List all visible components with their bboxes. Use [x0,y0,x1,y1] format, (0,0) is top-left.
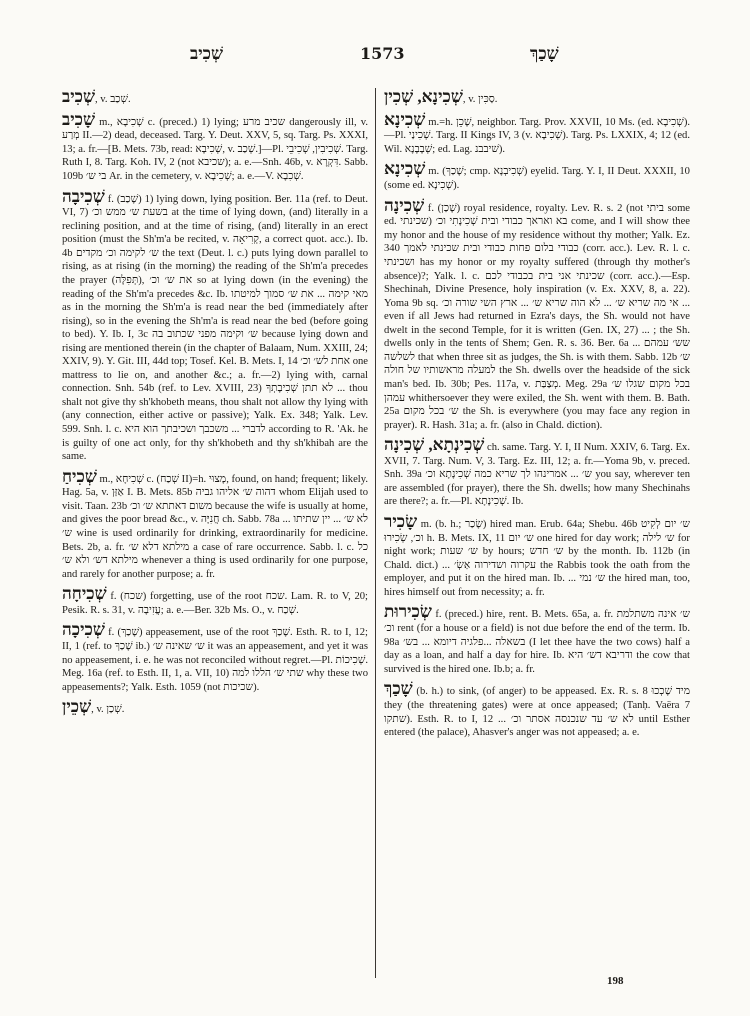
left-column [62,88,368,988]
entry-lemma: שְׁכֵין [62,697,92,717]
entry-text: m. (b. h.; שָׂכַר) hired man. Erub. 64a; Shebu. 46b ש׳ יום לְקִיט וכ׳, שְׂכִירוּ h. B. Mets. IX, 11 ש׳ יום one hired for day work; ש׳ לילה for night work; ש׳ שעות by hours; ש׳ חדש by the month. Ib. 112b (in Chald. dict.) ... עקרוה ושדירוה אַשְׂ׳ the Rabbis took the oath from the employer, and put it on the hired man. Ib. ... ש׳ נמי the hired man, too, hires himself out from necessity; a. fr. [384,519,691,598]
entry-text: v. שְׁכַב. [100,94,131,105]
entry-text: m., שְׁכִיבָא c. (preced.) 1) lying; שכיב מרע dangerously ill, v. מְרַע II.—2) dead, deceased. Targ. Y. Deut. XXV, 5, sq. Targ. Ps. XXXI, 13; a. fr.—[B. Mets. 73b, read: שְׁכִיבָא, v. שְׁכַב.]—Pl. שְׁכִיבִין, שְׁכִיבֵי. Targ. Ruth I, 8. Targ. Koh. IV, 2 (not שכיבא); a. e.—Snh. 46b, v. דִּקְרָא. Sabb. 109b בי ש׳ Ar. in the cemetery, v. שְׁכִיבָא; a. e.—V. שְׁכִבָא. [62,116,369,183]
running-header [60,44,690,74]
right-column [384,88,690,988]
entry-lemma: שָׂכִיר [384,512,418,532]
dictionary-entry [384,603,690,676]
entry-text: m., שְׁכִיחָא c. (שְׁכַח II)=h. מָצוּי, found, on hand; frequent; likely. Hag. 5a, v. אַזַּן I. B. Mets. 85b דהוה ש׳ אליהו גביה whom Elijah used to visit. Taan. 23b משום דאתתא ש׳ וכ׳ because the wife is usually at home, and gives the poor bread &c., v. חֲנִיָּה ch. Sabb. 78a ... לא ש׳ ... יין שתיתו ש׳ wine is used ordinarily for drinking, extraordinarily for medicine. Bets. 2b, a. fr. מילתא דלא ש׳ a case of rare occurrence. Sabb. l. c. כל מילתא דש׳ ולא ש׳ whenever a thing is used ordinarily for one purpose, and rarely for another purpose; a. fr. [62,473,369,580]
entry-lemma: שְׁכִיב [62,87,95,106]
entry-text: f. (preced.) hire, rent. B. Mets. 65a, a. fr. ש׳ אינה משתלמת וכ׳ rent (for a house or a field) is not due before the end of the term. Ib. 98a בשאלה ...פלגיה דיומא ... בש׳ (I let thee have the two cows) half a day as a loan, and half a day for hire. Ib. ודריבא דש׳ היא the cow that survived is the hired one. Ib.b; a. fr. [384,609,690,675]
dictionary-entry: שְׁכֵין, v. שְׁכַן. [62,697,125,717]
entry-lemma: שְׁכִיחַ [62,466,97,486]
page-number: 1573 [360,44,405,63]
dictionary-entry: שְׁכִינָא, שְׁכִין, v. סַכִּין. [384,87,498,106]
dictionary-entry [384,160,690,192]
dictionary-entry: שְׁכִיב, v. שְׁכַב. [62,87,131,106]
entry-lemma: שְׁכִינְתָא, שְׁכִינָה [384,435,485,455]
dictionary-entry [62,585,368,617]
entry-lemma: שְׁכִיכָה [62,620,105,640]
entry-text: f. (שכח) forgetting, use of the root שכח. Lam. R. to V, 20; Pesik. R. s. 31, v. עֲזִיבָה; a. e.—Ber. 32b Ms. O., v. שְׁכַח. [62,591,369,616]
dictionary-entry [62,621,368,694]
entry-text: v. סַכִּין. [468,94,498,105]
dictionary-entry [384,513,690,599]
right-headword: שָׁכַךְ [530,44,559,64]
entry-text: m. (שָׁכַךְ; cmp. שְׁכִיבְנָא) eyelid. Targ. Y. I, II Deut. XXXII, 10 (some ed. שְׁכִינָא). [384,166,690,192]
dictionary-entry [62,188,368,464]
entry-lemma: שְׁכִיחָה [62,584,107,604]
left-headword: שְׁכִיב [190,44,223,64]
dictionary-entry [384,111,690,157]
entry-text: f. (שָׁכַן) royal residence, royalty. Lev. R. s. 2 (not ביתי some ed. שכינתי) בא ואראך כבודי ובית שְׁכִינָתִי וכ׳ come, and I will show thee my honor and the house of my residence without thy mother; Yalk. Ez. 340 כבודי בלום פחות כבודי ובית שכינתי לאמך (corr. acc.). Lev. R. l. c. ושכינתי has my honor or my royalty suffered (through thy mother's absence)?; Yalk. l. c. שכינתי אני בית בכבודי לכם (corr. acc.).—Esp. Shechinah, Divine Presence, holy inspiration (v. Ex. XXV, 8, a. 22). Yoma 9b sq. אי מה שריא ש׳ ... לא הוה שריא ש׳ ... ארץ השי שורה וכ׳ ... even if all Jews had returned in Ezra's days, the Sh. would not have dwelt in the second Temple, for it is written (Gen. IX, 27) ... ; the Sh. dwells only in the tents of Shem; Gen. R. s. 36. Ber. 6a ... שש׳ עמהם לשלשה that when three sit as judges, the Sh. is with them. Sabb. 12b ש׳ למעלה מראשותיו של חולה the Sh. dwells over the headside of the sick man's bed. Ib. 30b; Pes. 117a, v. מְצַבַּת. Meg. 29a בכל מקום שגלו ש׳ עמהן whithersoever they were exiled, the Sh. went with them. B. Bath. 25a ש׳ בכל מקום the Sh. is everywhere (you may face any region in prayer). R. Hash. 31a; a. fr. (also in Chald. diction). [384,202,691,431]
entry-lemma: שְׁכִינָא [384,109,426,129]
entry-lemma: שָׁכַךְ [384,679,413,699]
entry-text: (b. h.) to sink, (of anger) to be appeased. Ex. R. s. 8 מיד שָׁכְכוּ they (the threatening gates) were at once appeased; (Tanḥ. Vaëra 7 שתקו). Esth. R. to I, 12 ... לא ש׳ עד שנכנסה אסתר וכ׳ until Esther entered (the palace), Ahasver's anger was not appeased; a. e. [384,686,690,739]
dictionary-entry [384,680,690,739]
dictionary-entry [62,468,368,582]
entry-lemma: שְׁכִיבָה [62,186,105,206]
dictionary-entry [384,436,690,509]
signature-number: 198 [607,975,624,987]
entry-lemma: שְׁכִינָה [384,195,425,215]
entry-text: m.=h. שָׁכֵן, neighbor. Targ. Prov. XXVII, 10 Ms. (ed. שְׁכִיבָא).—Pl. שְׁכִינַי. Targ. II Kings IV, 3 (v. שְׁכִיבָא). Targ. Ps. LXXIX, 4; 12 (ed. Wil. שְׁבָבָנָא; ed. Lag. שׁיבבנ). [384,116,690,155]
column-divider [375,88,376,978]
entry-lemma: שְׂכִירוּת [384,602,432,622]
dictionary-entry [384,197,690,432]
entry-lemma: שְׁכִינָא [384,159,426,179]
entry-text: f. (שָׁכַךְ) appeasement, use of the root שָׁכַךְ. Esth. R. to I, 12; II, 1 (ref. to שָׁכַךְ ib.) ש׳ שאינה ש׳ it was an appeasement, and yet it was no appeasement, i. e. he was not reconciled without regret.—Pl. שְׁכִיכוֹת. Meg. 16a (ref. to Esth. II, 1, a. VII, 10) שתי ש׳ הללו למה why these two appeasements?; Yalk. Esth. 1059 (not שכיכות). [62,627,368,693]
entry-lemma: שְׁכִינָא, שְׁכִין [384,87,463,106]
dictionary-entry [62,111,368,184]
entry-text: ch. same. Targ. Y. I, II Num. XXIV, 6. Targ. Ex. XVII, 7. Targ. Num. V, 3. Targ. Ez. III, 12; a. fr.—Yoma 9b, v. preced. Snh. 39a ש׳ ... אמרינהו לך שריא כמה שְׁכִינָתָא וכ׳ you say, wherever ten are assembled (for prayer), there the Sh. dwells; how many Shechinahs are there?; a. fr.—Pl. שְׁכִינָתָא. Ib. [384,442,691,508]
entry-text: v. שְׁכַן. [96,704,125,716]
entry-text: f. (שָׁכַב) 1) lying down, lying position. Ber. 11a (ref. to Deut. VI, 7) בשעת ש׳ ממש וכ׳ at the time of lying down, (and) literally in a reclining position, and at the time of rising, (and) literally in an erect position (must the Sh'm'a be recited, v. קְרִיאָה, a correct quot. acc.). Ib. 4b ש׳ לקימה וכ׳ מקדים the text (Deut. l. c.) puts lying down parallel to rising, as at rising (in the morning) the reading of the Sh'm'a precedes the prayer (תְּפִלָּה), את ש׳ וכ׳ so at lying down (in the evening) the reading of the Sh'm'a precedes &c. Ib. מאי קימה ... את ש׳ סמוך למיטתו as in the morning the Sh'm'a is read near the bed (immediately after rising), so in the evening the Sh'm'a is read near the bed (before going to bed). Y. Ib. I, 3c ש׳ וקימה מפני שכתוב בה because lying down and rising are mentioned therein (in the chapter of Balaam, Num. XXIII, 24; XXIV, 9). Y. Git. III, 44d top; Tosef. Kel. B. Mets. I, 14 אחת לש׳ וכ׳ one mattress to lie on, and another &c.; a. fr.—2) lying with, carnal connection. Snh. 54b (ref. to Lev. XVIII, 23) לא תתן שְׁכִיבָתְךָ ... thou shalt not give thy sh'khobeth means, thou shalt not allow thy lying with (any connection, either active or passive); Yalk. Ex. 348; Yalk. Lev. 599. Snh. l. c. לדברי ... משכבך ושכיבתך הוא היא according to R. 'Ak. he is guilty of one act only, for thy sh'khobeth and thy sh'khibah are the same. [62,193,369,463]
entry-lemma: שָׁכִיב [62,109,95,129]
